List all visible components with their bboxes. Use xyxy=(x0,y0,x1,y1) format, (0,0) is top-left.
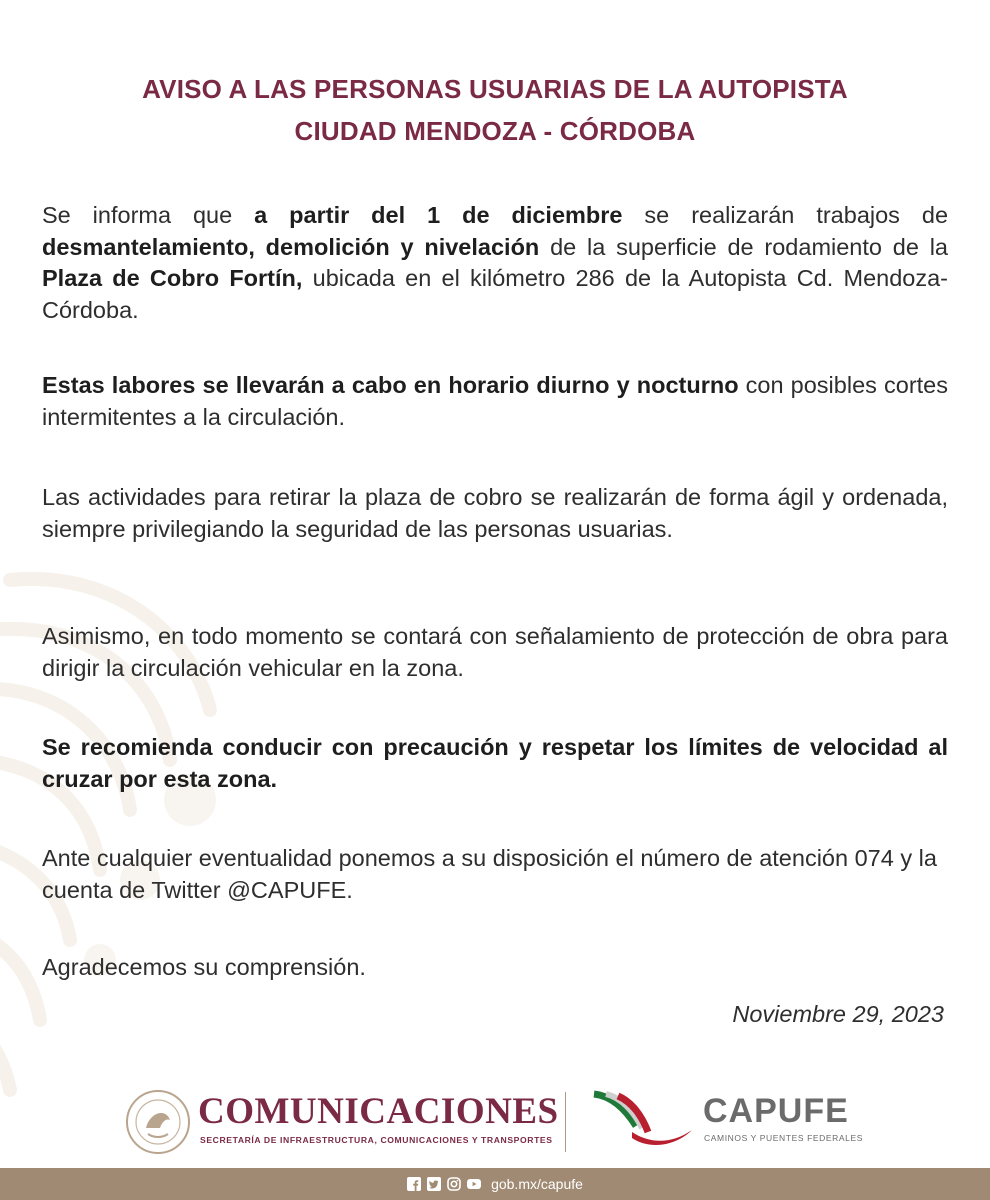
twitter-icon[interactable] xyxy=(427,1177,441,1191)
capufe-logo-icon xyxy=(592,1086,696,1152)
comunicaciones-subtitle: SECRETARÍA DE INFRAESTRUCTURA, COMUNICACIONES Y TRANSPORTES xyxy=(200,1135,553,1145)
footer-bar xyxy=(0,1168,990,1200)
title-line-1: AVISO A LAS PERSONAS USUARIAS DE LA AUTOPISTA xyxy=(142,74,848,104)
p1-bold-3: Plaza de Cobro Fortín, xyxy=(42,265,303,291)
notice-title xyxy=(0,68,990,152)
title-line-2: CIUDAD MENDOZA - CÓRDOBA xyxy=(294,116,696,146)
paragraph-2 xyxy=(42,370,948,433)
footer-logos xyxy=(0,1080,990,1170)
comunicaciones-title: COMUNICACIONES xyxy=(198,1091,559,1132)
paragraph-7: Agradecemos su comprensión. xyxy=(42,954,366,980)
p5-bold: Se recomienda conducir con precaución y respetar los límites de velocidad al cruzar por esta zona. xyxy=(42,734,948,792)
p1-bold-1: a partir del 1 de diciembre xyxy=(254,202,623,228)
logo-divider xyxy=(565,1092,566,1152)
national-seal-icon xyxy=(124,1088,192,1156)
paragraph-5 xyxy=(42,732,948,795)
paragraph-1 xyxy=(42,200,948,326)
capufe-title: CAPUFE xyxy=(703,1092,849,1130)
instagram-icon[interactable] xyxy=(447,1177,461,1191)
p1-text-4: ubicada en el kilómetro 286 de la Autopista Cd. Mendoza-Córdoba. xyxy=(42,265,948,323)
paragraph-4: Asimismo, en todo momento se contará con señalamiento de protección de obra para dirigir la circulación vehicular en la zona. xyxy=(42,623,948,681)
p1-bold-2: desmantelamiento, demolición y nivelación xyxy=(42,233,540,260)
facebook-icon[interactable] xyxy=(407,1177,421,1191)
p1-text-3: de la superficie de rodamiento de la xyxy=(539,233,948,260)
youtube-icon[interactable] xyxy=(467,1177,481,1191)
paragraph-6: Ante cualquier eventualidad ponemos a su disposición el número de atención 074 y la cuenta de Twitter @CAPUFE. xyxy=(42,845,937,903)
notice-date: Noviembre 29, 2023 xyxy=(732,1001,944,1027)
paragraph-3: Las actividades para retirar la plaza de cobro se realizarán de forma ágil y ordenada, siempre privilegiando la seguridad de las personas usuarias. xyxy=(42,484,948,542)
p1-text-1: Se informa que xyxy=(42,202,255,228)
p2-bold: Estas labores se llevarán a cabo en horario diurno y nocturno xyxy=(42,372,739,398)
p1-text-2: se realizarán trabajos de xyxy=(622,202,949,228)
p2-text: con posibles cortes intermitentes a la circulación. xyxy=(42,372,948,430)
capufe-subtitle: CAMINOS Y PUENTES FEDERALES xyxy=(704,1133,864,1143)
gob-mx-link[interactable]: gob.mx/capufe xyxy=(491,1176,583,1192)
